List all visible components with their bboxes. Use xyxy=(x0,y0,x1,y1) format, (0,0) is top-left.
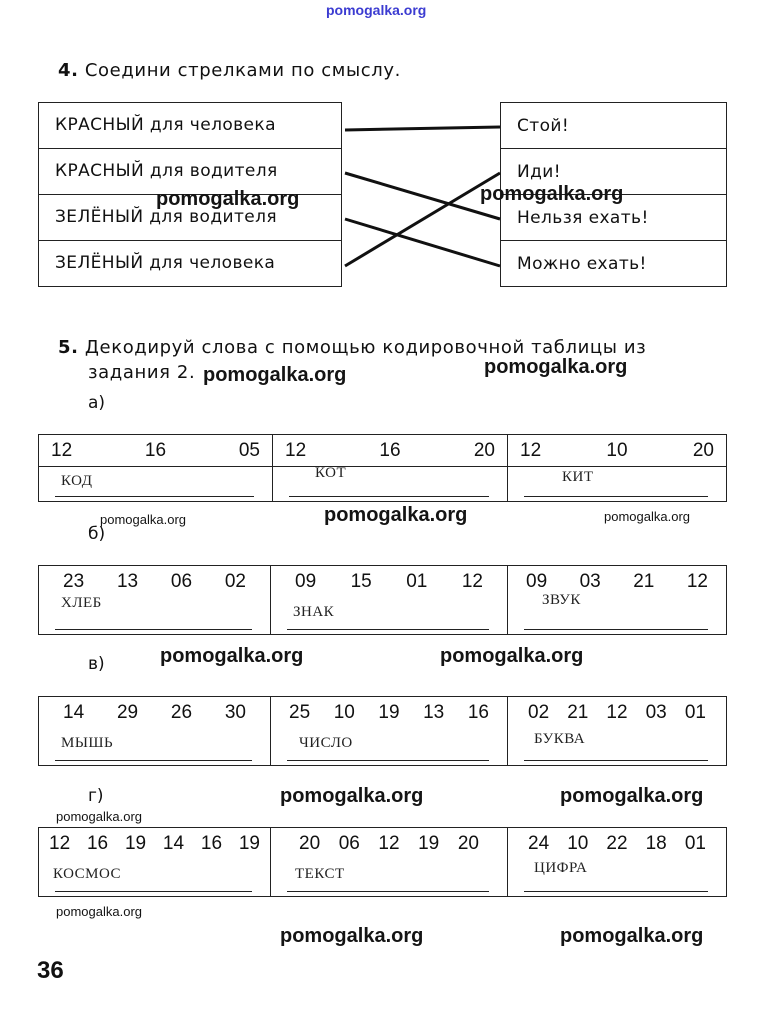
code: 03 xyxy=(579,571,601,592)
code: 19 xyxy=(238,833,260,854)
code: 18 xyxy=(645,833,667,854)
code-cell xyxy=(508,435,727,502)
code: 19 xyxy=(418,833,440,854)
code: 22 xyxy=(606,833,628,854)
code: 12 xyxy=(378,833,400,854)
task4-connections xyxy=(0,0,767,300)
answer-text: БУКВА xyxy=(534,731,586,747)
answer-field[interactable] xyxy=(271,729,507,765)
code-cell xyxy=(508,566,727,635)
watermark: pomogalka.org xyxy=(480,183,624,205)
part-g-letter: г) xyxy=(88,786,104,806)
watermark: pomogalka.org xyxy=(156,188,300,210)
answer-field[interactable] xyxy=(39,729,270,765)
task4-left-item: ЗЕЛЁНЫЙ для человека xyxy=(55,253,276,273)
code: 12 xyxy=(51,439,73,461)
match-line xyxy=(345,219,500,266)
code: 20 xyxy=(299,833,321,854)
code: 24 xyxy=(528,833,550,854)
code: 10 xyxy=(333,702,355,723)
match-line xyxy=(345,127,500,130)
watermark: pomogalka.org xyxy=(100,512,186,527)
code-cell xyxy=(271,828,508,897)
code: 01 xyxy=(406,571,428,592)
answer-text: ЗВУК xyxy=(542,592,581,608)
code: 26 xyxy=(170,702,193,723)
code: 09 xyxy=(295,571,317,592)
code-numbers xyxy=(508,566,726,598)
code-numbers xyxy=(39,697,270,729)
watermark: pomogalka.org xyxy=(56,904,142,919)
code: 20 xyxy=(457,833,479,854)
code: 21 xyxy=(567,702,589,723)
code: 12 xyxy=(606,702,628,723)
code: 10 xyxy=(567,833,589,854)
answer-text: ХЛЕБ xyxy=(61,595,102,611)
watermark: pomogalka.org xyxy=(160,645,304,667)
code-cell xyxy=(508,828,727,897)
answer-field[interactable] xyxy=(271,598,507,634)
code: 13 xyxy=(423,702,445,723)
code: 16 xyxy=(467,702,489,723)
code: 03 xyxy=(645,702,667,723)
answer-field[interactable] xyxy=(39,860,270,896)
watermark: pomogalka.org xyxy=(440,645,584,667)
code-numbers xyxy=(508,435,726,467)
code-numbers xyxy=(508,697,726,729)
code: 12 xyxy=(461,571,483,592)
answer-text: КОСМОС xyxy=(53,866,122,882)
task5-title xyxy=(58,337,646,358)
answer-text: ЧИСЛО xyxy=(299,735,353,751)
code-numbers xyxy=(271,566,507,598)
code: 10 xyxy=(606,439,628,461)
part-b-table xyxy=(38,565,727,635)
answer-field[interactable] xyxy=(508,729,726,765)
code: 13 xyxy=(116,571,139,592)
watermark: pomogalka.org xyxy=(324,504,468,526)
watermark-top: pomogalka.org xyxy=(326,2,427,18)
page-number: 36 xyxy=(37,957,64,984)
code: 16 xyxy=(144,439,167,461)
code: 02 xyxy=(528,702,550,723)
task4-right-item: Иди! xyxy=(501,149,726,195)
task4-left-item: ЗЕЛЁНЫЙ для водителя xyxy=(39,195,341,241)
code: 09 xyxy=(526,571,548,592)
code: 12 xyxy=(285,439,307,461)
watermark: pomogalka.org xyxy=(280,785,424,807)
task5-line1: Декодируй слова с помощью кодировочной таблицы из xyxy=(84,337,647,358)
code: 02 xyxy=(224,571,246,592)
code-numbers xyxy=(271,828,507,860)
code-cell xyxy=(39,435,273,502)
code-cell xyxy=(271,697,508,766)
code: 20 xyxy=(473,439,495,461)
part-b-letter: б) xyxy=(88,524,106,544)
code: 06 xyxy=(170,571,193,592)
code: 12 xyxy=(686,571,708,592)
part-v-table xyxy=(38,696,727,766)
code-numbers xyxy=(271,697,507,729)
answer-field[interactable] xyxy=(508,467,726,501)
code-cell xyxy=(39,828,271,897)
task4-right-item: Стой! xyxy=(501,103,726,149)
task4-right-item: Нельзя ехать! xyxy=(501,195,726,241)
watermark: pomogalka.org xyxy=(203,364,347,386)
code-numbers xyxy=(39,566,270,598)
answer-field[interactable] xyxy=(39,595,270,634)
task4-left-item: КРАСНЫЙ для человека xyxy=(39,103,341,149)
answer-text: КОТ xyxy=(315,465,347,481)
code: 06 xyxy=(338,833,360,854)
watermark: pomogalka.org xyxy=(604,509,690,524)
code: 15 xyxy=(350,571,372,592)
task5-line2: задания 2. xyxy=(88,362,196,383)
answer-text: КОД xyxy=(61,473,93,489)
answer-text: МЫШЬ xyxy=(61,735,114,751)
code: 01 xyxy=(684,833,706,854)
code: 01 xyxy=(684,702,706,723)
code-cell xyxy=(273,435,508,502)
answer-text: ЗНАК xyxy=(293,604,335,620)
answer-field[interactable] xyxy=(39,467,272,501)
code: 29 xyxy=(116,702,139,723)
part-a-table xyxy=(38,434,727,502)
code: 23 xyxy=(63,571,85,592)
answer-text: КИТ xyxy=(562,469,594,485)
code: 12 xyxy=(520,439,542,461)
code: 14 xyxy=(162,833,185,854)
watermark: pomogalka.org xyxy=(560,925,704,947)
watermark: pomogalka.org xyxy=(484,356,628,378)
code: 30 xyxy=(224,702,246,723)
code: 25 xyxy=(289,702,311,723)
watermark: pomogalka.org xyxy=(560,785,704,807)
code-cell xyxy=(39,697,271,766)
task4-number: 4. xyxy=(58,60,79,81)
code: 20 xyxy=(692,439,714,461)
task5-number: 5. xyxy=(58,337,79,358)
code: 16 xyxy=(200,833,223,854)
code: 12 xyxy=(49,833,71,854)
watermark: pomogalka.org xyxy=(56,809,142,824)
answer-field[interactable] xyxy=(508,860,726,896)
answer-text: ТЕКСТ xyxy=(295,866,345,882)
part-a-letter: а) xyxy=(88,393,106,413)
code: 14 xyxy=(63,702,85,723)
match-line xyxy=(345,173,500,266)
code: 16 xyxy=(379,439,401,461)
answer-field[interactable] xyxy=(508,592,726,634)
task4-right-item: Можно ехать! xyxy=(517,254,647,274)
code-cell xyxy=(508,697,727,766)
code-numbers xyxy=(39,435,272,467)
part-v-letter: в) xyxy=(88,654,105,674)
code: 21 xyxy=(633,571,655,592)
answer-text: ЦИФРА xyxy=(534,860,588,876)
part-g-table xyxy=(38,827,727,897)
code: 05 xyxy=(238,439,260,461)
answer-field[interactable] xyxy=(271,860,507,896)
task4-left-item: КРАСНЫЙ для водителя xyxy=(39,149,341,195)
code-numbers xyxy=(273,435,507,467)
code: 19 xyxy=(378,702,400,723)
task4-text: Соедини стрелками по смыслу. xyxy=(84,60,401,81)
code: 16 xyxy=(86,833,109,854)
code-cell xyxy=(39,566,271,635)
code: 19 xyxy=(124,833,147,854)
answer-field[interactable] xyxy=(273,467,507,501)
code-numbers xyxy=(39,828,270,860)
watermark: pomogalka.org xyxy=(280,925,424,947)
code-numbers xyxy=(508,828,726,860)
match-line xyxy=(345,173,500,219)
code-cell xyxy=(271,566,508,635)
